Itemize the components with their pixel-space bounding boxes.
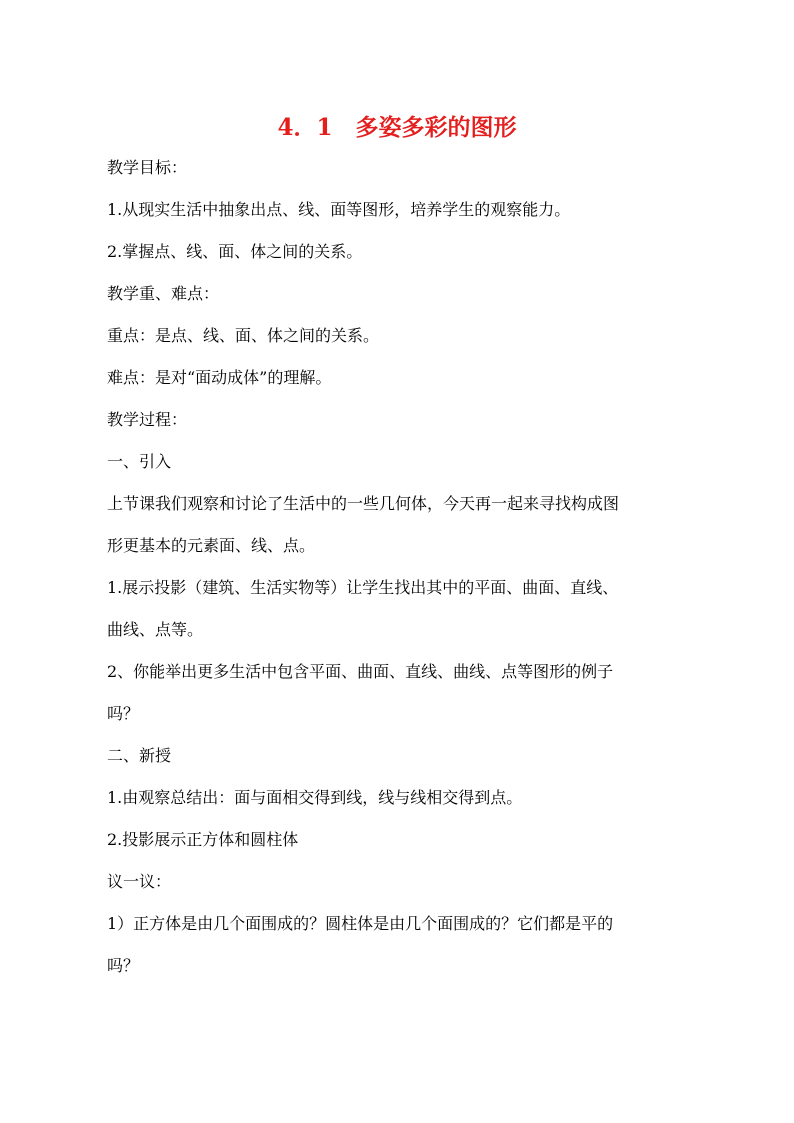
- new-lesson-item-2: 2.投影展示正方体和圆柱体: [107, 830, 299, 849]
- intro-paragraph-line-1: 上节课我们观察和讨论了生活中的一些几何体，今天再一起来寻找构成图: [107, 494, 620, 513]
- key-point: 重点：是点、线、面、体之间的关系。: [107, 326, 380, 345]
- new-lesson-item-1: 1.由观察总结出：面与面相交得到线，线与线相交得到点。: [107, 788, 523, 807]
- objective-2: 2.掌握点、线、面、体之间的关系。: [107, 242, 363, 261]
- section-new-lesson: 二、新授: [107, 746, 172, 765]
- discussion-question-1-line-1: 1）正方体是由几个面围成的？圆柱体是由几个面围成的？它们都是平的: [107, 914, 614, 933]
- discussion-question-1-line-2: 吗？: [107, 956, 140, 975]
- objectives-heading: 教学目标：: [107, 158, 188, 177]
- objective-1: 1.从现实生活中抽象出点、线、面等图形，培养学生的观察能力。: [107, 200, 571, 219]
- intro-item-2-line-1: 2、你能举出更多生活中包含平面、曲面、直线、曲线、点等图形的例子: [107, 662, 614, 681]
- intro-item-1-line-2: 曲线、点等。: [107, 620, 204, 639]
- difficult-point: 难点：是对“面动成体”的理解。: [107, 368, 332, 387]
- key-points-heading: 教学重、难点：: [107, 284, 220, 303]
- document-title: 4．1 多姿多彩的图形: [277, 114, 517, 141]
- intro-item-2-line-2: 吗？: [107, 704, 140, 723]
- intro-item-1-line-1: 1.展示投影（建筑、生活实物等）让学生找出其中的平面、曲面、直线、: [107, 578, 619, 597]
- intro-paragraph-line-2: 形更基本的元素面、线、点。: [107, 536, 316, 555]
- process-heading: 教学过程：: [107, 410, 188, 429]
- section-introduction: 一、引入: [107, 452, 172, 471]
- discussion-heading: 议一议：: [107, 872, 172, 891]
